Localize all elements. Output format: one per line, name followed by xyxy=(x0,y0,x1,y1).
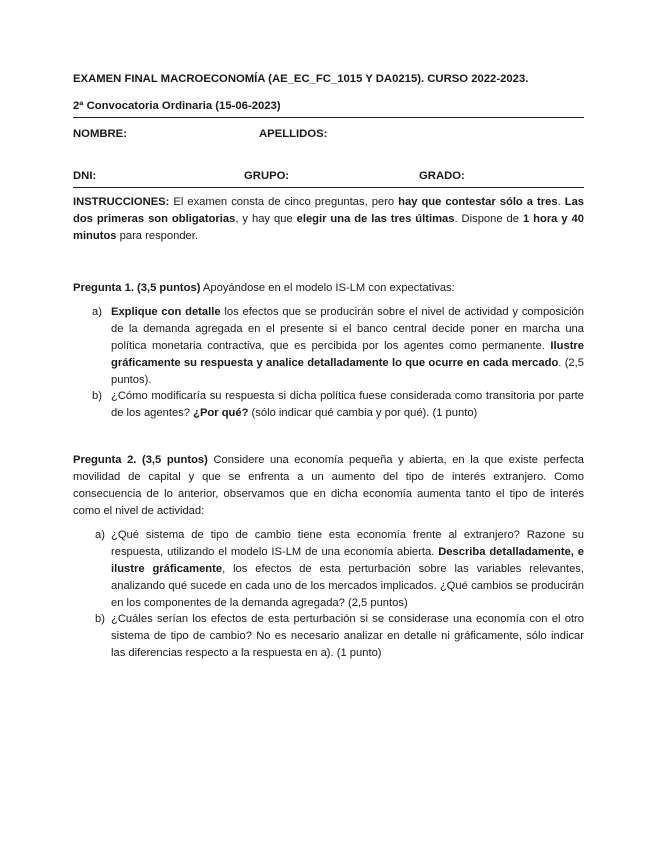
field-grado: GRADO: xyxy=(419,170,465,182)
question-2-item-a xyxy=(95,527,584,612)
instructions-emphasis: Las dos primeras son obligatorias xyxy=(73,196,585,225)
question-1-intro xyxy=(73,280,584,297)
instructions-text: para responder. xyxy=(116,230,198,242)
exam-subtitle: 2ª Convocatoria Ordinaria (15-06-2023) xyxy=(73,100,281,112)
fields-divider xyxy=(73,187,584,188)
instructions-emphasis: hay que contestar sólo a tres xyxy=(398,196,558,208)
item-emphasis: Explique con detalle xyxy=(111,306,221,318)
instructions-text: . xyxy=(557,196,565,208)
item-text: , los efectos de esta perturbación sobre las variables relevantes, analizando qué sucede en cada uno de los mercados implicados. ¿Qué cambios se producirán en los componentes de la demanda agregada? (2,5 puntos) xyxy=(111,563,584,609)
item-text: ¿Qué sistema de tipo de cambio tiene esta economía frente al extranjero? Razone su respuesta, utilizando el modelo IS-LM de una economía abierta. xyxy=(111,529,584,558)
instructions-paragraph xyxy=(73,194,584,245)
question-1-label: Pregunta 1. (3,5 puntos) xyxy=(73,282,201,294)
question-2-label: Pregunta 2. (3,5 puntos) xyxy=(73,454,208,466)
item-emphasis: Ilustre gráficamente su respuesta y analice detalladamente lo que ocurre en cada mercado xyxy=(111,340,584,369)
question-1-intro-text: Apoyándose en el modelo IS-LM con expectativas: xyxy=(200,282,455,294)
item-emphasis: Describa detalladamente, e ilustre gráficamente xyxy=(111,546,584,575)
field-nombre: NOMBRE: xyxy=(73,128,127,140)
question-2-intro xyxy=(73,452,584,520)
item-text: (sólo indicar qué cambia y por qué). (1 punto) xyxy=(248,407,478,419)
item-text: ¿Cuáles serían los efectos de esta perturbación si se considerase una economía con el otro sistema de tipo de cambio? No es necesario analizar en detalle ni gráficamente, sólo indicar las diferencias respecto a la respuesta en a). (1 punto) xyxy=(111,613,584,659)
header-divider xyxy=(73,117,584,118)
list-marker: b) xyxy=(92,390,102,402)
instructions-text: . Dispone de xyxy=(454,213,523,225)
list-marker: a) xyxy=(95,529,105,541)
question-2-item-b xyxy=(95,611,584,662)
exam-title: EXAMEN FINAL MACROECONOMÍA (AE_EC_FC_1015 Y DA0215). CURSO 2022-2023. xyxy=(73,73,529,85)
list-marker: b) xyxy=(95,613,105,625)
field-grupo: GRUPO: xyxy=(244,170,290,182)
instructions-label: INSTRUCCIONES: xyxy=(73,196,170,208)
question-1-item-a xyxy=(92,304,584,389)
question-2-intro-text: Considere una economía pequeña y abierta, en la que existe perfecta movilidad de capital y que se enfrenta a un aumento del tipo de interés extranjero. Como consecuencia de lo anterior, observamos que en dicha economía aumenta tanto el tipo de interés como el nivel de actividad: xyxy=(73,454,584,517)
item-text: ¿Cómo modificaría su respuesta si dicha política fuese considerada como transitoria por parte de los agentes? xyxy=(111,390,584,419)
field-dni: DNI: xyxy=(73,170,97,182)
item-emphasis: ¿Por qué? xyxy=(193,407,249,419)
instructions-emphasis: elegir una de las tres últimas xyxy=(296,213,455,225)
instructions-text: El examen consta de cinco preguntas, pero xyxy=(169,196,399,208)
field-apellidos: APELLIDOS: xyxy=(259,128,328,140)
item-text: . (2,5 puntos). xyxy=(111,357,584,386)
item-text: los efectos que se producirán sobre el nivel de actividad y composición de la demanda agregada en el presente si el banco central decide poner en marcha una política monetaria contractiva, que es percibida por los agentes como permanente. xyxy=(111,306,584,352)
list-marker: a) xyxy=(92,306,102,318)
question-1-item-b xyxy=(92,388,584,422)
instructions-text: , y hay que xyxy=(235,213,297,225)
instructions-emphasis: 1 hora y 40 minutos xyxy=(73,213,584,242)
